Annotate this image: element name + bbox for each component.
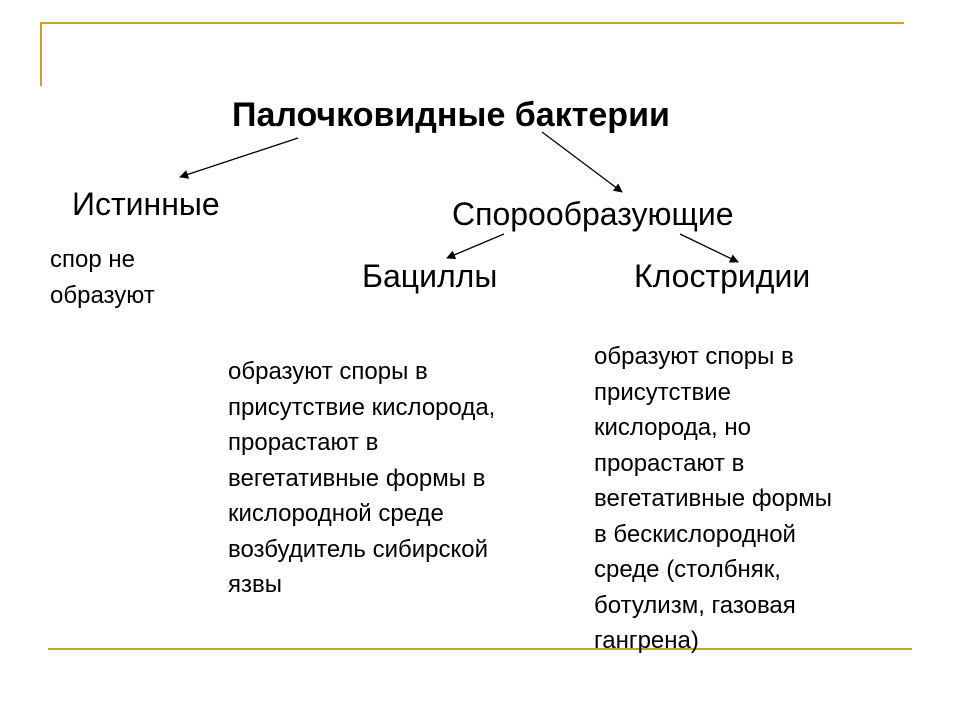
node-true-bacteria: Истинные (72, 186, 220, 222)
desc-line: кислородной среде (228, 500, 444, 527)
desc-line: вегетативные формы (594, 485, 833, 512)
arrow-spore-to-bacilli (447, 234, 504, 258)
diagram-title: Палочковидные бактерии (232, 96, 670, 134)
desc-line: спор не (50, 246, 135, 273)
desc-line: образуют (50, 282, 155, 309)
desc-line: в бескислородной (594, 520, 796, 548)
node-clostridia: Клостридии (634, 258, 811, 294)
desc-line: образуют споры в (228, 358, 428, 385)
desc-line: образуют споры в (594, 343, 794, 370)
arrow-title-to-spore (542, 132, 622, 192)
node-bacilli: Бациллы (362, 258, 498, 294)
desc-line: возбудитель сибирской (228, 535, 489, 563)
desc-line: прорастают в (228, 429, 379, 456)
desc-true-bacteria (50, 242, 155, 314)
desc-line: прорастают в (594, 449, 745, 477)
desc-bacilli (228, 354, 495, 603)
desc-line: присутствие кислорода, (228, 393, 496, 421)
desc-line: среде (столбняк, (594, 556, 781, 583)
desc-clostridia (594, 339, 832, 659)
desc-line: ботулизм, газовая (594, 591, 796, 619)
arrow-title-to-true (180, 138, 298, 177)
desc-line: язвы (228, 571, 282, 598)
desc-line: вегетативные формы в (228, 464, 486, 492)
desc-line: гангрена) (594, 627, 699, 654)
desc-line: присутствие (594, 378, 731, 406)
node-spore-forming: Спорообразующие (452, 196, 734, 232)
desc-line: кислорода, но (594, 414, 751, 441)
